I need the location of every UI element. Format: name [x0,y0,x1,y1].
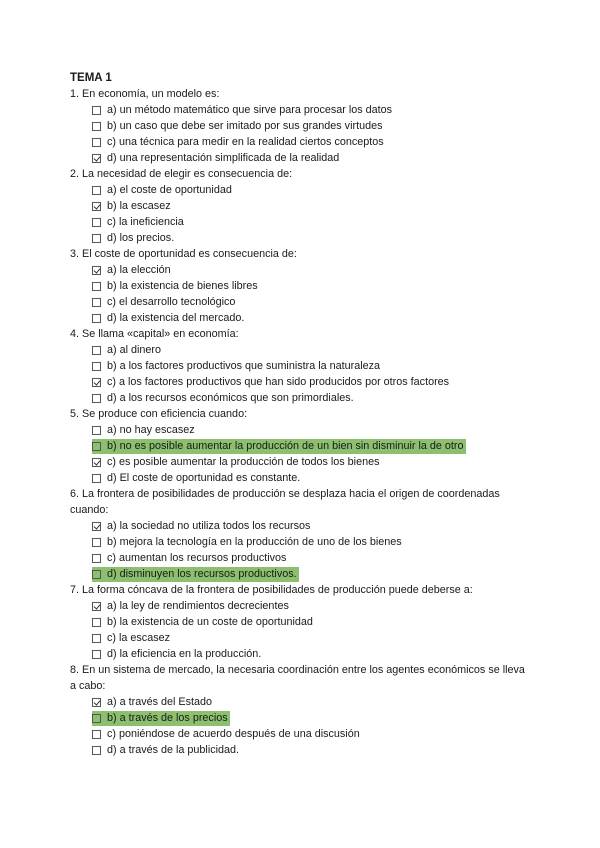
checkbox-icon[interactable] [92,746,101,755]
option-label: a) el coste de oportunidad [107,184,232,196]
answer-wrap [92,359,382,374]
answer-wrap [92,727,362,742]
checked-checkbox-icon[interactable] [92,202,101,211]
option-label: a) no hay escasez [107,424,195,436]
option-list [70,694,530,758]
answer-option[interactable] [70,262,530,278]
answer-wrap [92,103,394,118]
answer-option[interactable] [70,630,530,646]
answer-option[interactable] [70,742,530,758]
answer-wrap [92,695,214,710]
answer-wrap [92,343,163,358]
answer-option[interactable] [70,422,530,438]
answer-wrap [92,231,176,246]
checkbox-icon[interactable] [92,634,101,643]
answer-option[interactable] [70,694,530,710]
checkbox-icon[interactable] [92,554,101,563]
checkbox-icon[interactable] [92,362,101,371]
answer-option[interactable] [70,518,530,534]
answer-wrap [92,311,246,326]
checkbox-icon[interactable] [92,538,101,547]
answer-option[interactable] [70,198,530,214]
highlighted-answer [92,567,299,582]
question-8 [70,662,530,758]
option-label: b) a través de los precios [107,712,228,724]
option-label: b) la escasez [107,200,171,212]
answer-option[interactable] [70,150,530,166]
answer-option[interactable] [70,230,530,246]
question-text: 4. Se llama «capital» en economía: [70,328,239,340]
option-label: d) a través de la publicidad. [107,744,240,756]
question-2 [70,166,530,246]
answer-wrap [92,647,263,662]
option-label: a) la sociedad no utiliza todos los recursos [107,520,311,532]
checkbox-icon[interactable] [92,298,101,307]
answer-wrap [92,135,386,150]
option-label: c) es posible aumentar la producción de todos los bienes [107,456,380,468]
checked-checkbox-icon[interactable] [92,378,101,387]
highlighted-answer [92,439,466,454]
answer-option[interactable] [70,214,530,230]
answer-wrap [92,391,356,406]
option-label: c) la ineficiencia [107,216,184,228]
question-6 [70,486,530,582]
answer-wrap [92,119,384,134]
answer-option[interactable] [70,134,530,150]
question-text: 3. El coste de oportunidad es consecuencia de: [70,248,297,260]
answer-wrap [92,263,173,278]
checked-checkbox-icon[interactable] [92,266,101,275]
answer-wrap [92,183,234,198]
answer-option[interactable] [70,726,530,742]
answer-option[interactable] [70,534,530,550]
checkbox-icon[interactable] [92,394,101,403]
answer-option[interactable] [70,374,530,390]
option-label: a) un método matemático que sirve para procesar los datos [107,104,393,116]
answer-option[interactable] [70,118,530,134]
answer-wrap [92,215,186,230]
option-label: a) a través del Estado [107,696,213,708]
option-label: b) la existencia de un coste de oportunidad [107,616,313,628]
checkbox-icon[interactable] [92,346,101,355]
highlighted-answer [92,711,230,726]
option-label: d) la eficiencia en la producción. [107,648,262,660]
option-label: d) la existencia del mercado. [107,312,245,324]
answer-wrap [92,295,237,310]
question-text: 5. Se produce con eficiencia cuando: [70,408,248,420]
option-label: c) aumentan los recursos productivos [107,552,287,564]
answer-wrap [92,279,260,294]
option-label: c) una técnica para medir en la realidad ciertos conceptos [107,136,384,148]
question-5 [70,406,530,486]
option-label: b) no es posible aumentar la producción de un bien sin disminuir la de otro [107,440,464,452]
checkbox-icon[interactable] [92,650,101,659]
answer-option[interactable] [70,470,530,486]
option-label: c) el desarrollo tecnológico [107,296,236,308]
option-list [70,262,530,326]
checkbox-icon[interactable] [92,618,101,627]
checkbox-icon[interactable] [92,426,101,435]
option-list [70,422,530,486]
answer-wrap [92,615,315,630]
answer-wrap [92,743,241,758]
question-text: 7. La forma cóncava de la frontera de posibilidades de producción puede deberse a: [70,584,473,596]
checkbox-icon[interactable] [92,234,101,243]
option-list [70,598,530,662]
question-1 [70,86,530,166]
checkbox-icon[interactable] [92,314,101,323]
checkbox-icon[interactable] [92,186,101,195]
answer-option[interactable] [70,390,530,406]
question-3 [70,246,530,326]
checkbox-icon[interactable] [92,218,101,227]
answer-option[interactable] [70,438,530,454]
checkbox-icon[interactable] [92,474,101,483]
answer-option[interactable] [70,102,530,118]
checkbox-icon[interactable] [92,570,101,579]
checked-checkbox-icon[interactable] [92,698,101,707]
option-list [70,182,530,246]
answer-option[interactable] [70,646,530,662]
answer-option[interactable] [70,342,530,358]
checkbox-icon[interactable] [92,106,101,115]
answer-wrap [92,519,312,534]
answer-wrap [92,423,197,438]
checkbox-icon[interactable] [92,122,101,131]
answer-option[interactable] [70,310,530,326]
answer-option[interactable] [70,614,530,630]
answer-option[interactable] [70,566,530,582]
answer-wrap [92,599,291,614]
option-label: a) la elección [107,264,171,276]
option-label: d) los precios. [107,232,175,244]
answer-wrap [92,631,172,646]
answer-option[interactable] [70,454,530,470]
option-label: a) al dinero [107,344,162,356]
option-label: d) El coste de oportunidad es constante. [107,472,301,484]
option-label: d) una representación simplificada de la realidad [107,152,340,164]
answer-wrap [92,375,451,390]
checkbox-icon[interactable] [92,714,101,723]
question-4 [70,326,530,406]
checkbox-icon[interactable] [92,282,101,291]
answer-wrap [92,551,288,566]
option-label: c) a los factores productivos que han sido producidos por otros factores [107,376,450,388]
option-list [70,342,530,406]
question-list [70,86,530,758]
checkbox-icon[interactable] [92,442,101,451]
question-text: 8. En un sistema de mercado, la necesaria coordinación entre los agentes económicos se lleva a cabo: [70,664,525,692]
answer-wrap [92,455,381,470]
option-label: a) la ley de rendimientos decrecientes [107,600,289,612]
answer-option[interactable] [70,278,530,294]
checked-checkbox-icon[interactable] [92,522,101,531]
checkbox-icon[interactable] [92,138,101,147]
option-label: d) a los recursos económicos que son primordiales. [107,392,354,404]
option-label: c) la escasez [107,632,171,644]
option-label: b) un caso que debe ser imitado por sus grandes virtudes [107,120,383,132]
answer-wrap [92,151,341,166]
answer-option[interactable] [70,710,530,726]
question-7 [70,582,530,662]
option-list [70,102,530,166]
answer-option[interactable] [70,598,530,614]
checked-checkbox-icon[interactable] [92,154,101,163]
checkbox-icon[interactable] [92,730,101,739]
option-label: b) a los factores productivos que suministra la naturaleza [107,360,381,372]
question-text: 6. La frontera de posibilidades de producción se desplaza hacia el origen de coordenadas cuando: [70,488,500,516]
option-label: b) la existencia de bienes libres [107,280,258,292]
question-text: 2. La necesidad de elegir es consecuencia de: [70,168,293,180]
answer-option[interactable] [70,182,530,198]
question-text: 1. En economía, un modelo es: [70,88,220,100]
option-label: d) disminuyen los recursos productivos. [107,568,297,580]
checked-checkbox-icon[interactable] [92,602,101,611]
page-title: TEMA 1 [70,72,112,84]
answer-option[interactable] [70,294,530,310]
checked-checkbox-icon[interactable] [92,458,101,467]
answer-option[interactable] [70,550,530,566]
option-label: c) poniéndose de acuerdo después de una discusión [107,728,360,740]
answer-wrap [92,535,404,550]
option-list [70,518,530,582]
answer-wrap [92,471,302,486]
answer-option[interactable] [70,358,530,374]
option-label: b) mejora la tecnología en la producción de uno de los bienes [107,536,402,548]
answer-wrap [92,199,173,214]
